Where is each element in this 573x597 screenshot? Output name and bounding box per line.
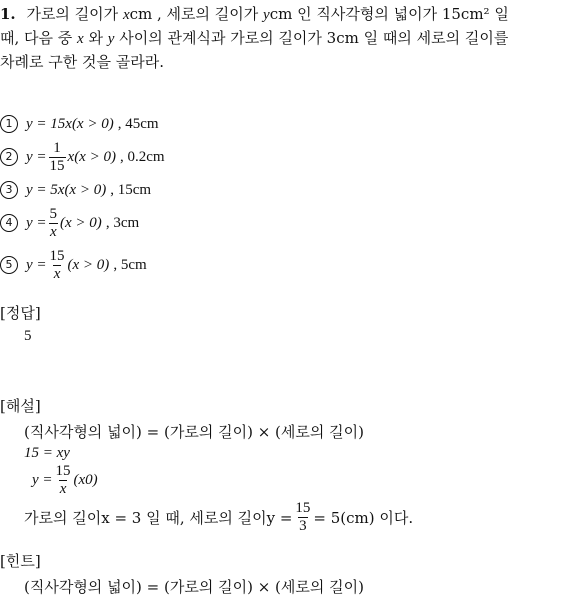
- fraction-numerator: 15: [295, 499, 311, 516]
- var-x: x: [122, 7, 130, 23]
- fraction-denominator: 15: [49, 157, 65, 174]
- fraction-numerator: 5: [49, 205, 58, 222]
- question-text-1c: cm 인 직사각형의 넓이가 15cm² 일: [269, 5, 509, 23]
- option-rest: (x > 0): [67, 256, 110, 273]
- answer-label: [정답]: [0, 304, 41, 322]
- explanation-line-1: (직사각형의 넓이) = (가로의 길이) × (세로의 길이): [24, 423, 364, 441]
- hint-line-1: (직사각형의 넓이) = (가로의 길이) × (세로의 길이): [24, 578, 364, 596]
- option-answer: , 0.2cm: [119, 148, 165, 165]
- option-answer: , 45cm: [117, 115, 159, 132]
- explanation-text-4a: 가로의 길이x = 3 일 때, 세로의 길이y =: [24, 508, 293, 527]
- option-marker: 4: [0, 214, 18, 232]
- explanation-line-3: [32, 460, 98, 500]
- fraction-denominator: 3: [299, 517, 307, 534]
- hint-label: [힌트]: [0, 552, 41, 570]
- var-y-2: y: [107, 31, 115, 47]
- question-text-1b: cm , 세로의 길이가: [129, 5, 259, 23]
- fraction-denominator: x: [53, 265, 61, 282]
- option-rest: x(x > 0): [67, 148, 116, 165]
- explanation-label: [해설]: [0, 397, 41, 415]
- question-line-3: [0, 50, 573, 75]
- option-rest: (x > 0): [60, 214, 102, 231]
- var-y: y: [263, 7, 270, 23]
- question-text-1a: 가로의 길이가: [26, 5, 119, 23]
- answer-value: 5: [24, 328, 32, 344]
- question-number: 1.: [0, 5, 16, 23]
- question-text-2a: 때, 다음 중: [0, 29, 73, 47]
- option-marker: 2: [0, 148, 18, 166]
- fraction-numerator: 1: [53, 139, 61, 156]
- fraction-numerator: 15: [49, 247, 65, 264]
- option-marker: 3: [0, 181, 18, 199]
- fraction: [294, 500, 311, 535]
- explanation-line-4: [24, 497, 413, 537]
- fraction-numerator: 15: [55, 462, 71, 479]
- option-expr: y = 15x(x > 0): [26, 115, 114, 132]
- fraction: [55, 463, 72, 498]
- option-answer: , 5cm: [113, 256, 147, 273]
- option-lhs: y =: [26, 214, 47, 231]
- explanation-text-4b: = 5(cm) 이다.: [313, 508, 414, 527]
- expr-lhs: y =: [32, 471, 53, 488]
- fraction: [49, 206, 59, 241]
- question-line-1: [0, 2, 573, 28]
- var-x-2: x: [77, 31, 84, 47]
- option-lhs: y =: [26, 256, 47, 273]
- fraction-denominator: x: [59, 480, 67, 497]
- option-expr: y = 5x(x > 0): [26, 181, 107, 198]
- question-text-3: 차례로 구한 것을 골라라.: [0, 53, 164, 71]
- option-5[interactable]: [0, 245, 147, 285]
- option-marker: 1: [0, 115, 18, 133]
- question-line-2: [0, 26, 573, 52]
- option-answer: , 15cm: [110, 181, 152, 198]
- fraction-denominator: x: [49, 223, 57, 240]
- option-answer: , 3cm: [105, 214, 140, 231]
- option-lhs: y =: [26, 148, 47, 165]
- option-marker: 5: [0, 256, 18, 274]
- expr-rest: (x0): [73, 471, 98, 488]
- question-text-2b: 와: [88, 29, 103, 47]
- explanation-line-2: 15 = xy: [24, 445, 70, 461]
- fraction: [49, 248, 66, 283]
- question-text-2c: 사이의 관계식과 가로의 길이가 3cm 일 때의 세로의 길이를: [119, 29, 509, 47]
- option-4[interactable]: [0, 203, 139, 243]
